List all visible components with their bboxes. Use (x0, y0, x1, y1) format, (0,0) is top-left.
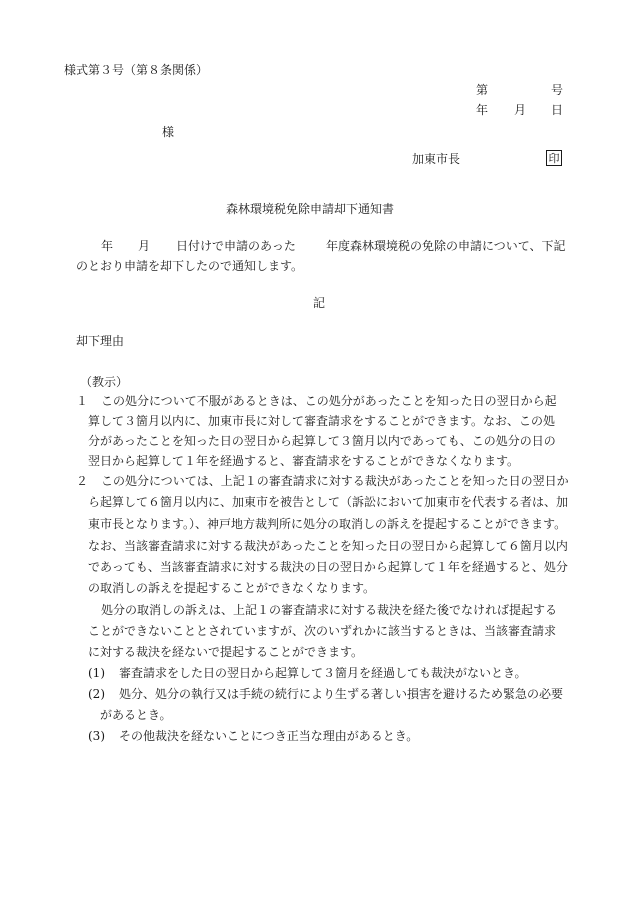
intro-month: 月 (138, 239, 151, 253)
number-suffix: 号 (551, 83, 564, 97)
subitem-3-line: その他裁決を経ないことにつき正当な理由があるとき。 (119, 729, 419, 743)
date-year: 年 (476, 103, 489, 117)
item-2-para2-line: 処分の取消しの訴えは、上記１の審査請求に対する裁決を経た後でなければ提起する (101, 603, 558, 617)
item-2-para2-line: ことができないこととされていますが、次のいずれかに該当するときは、当該審査請求 (88, 624, 557, 638)
item-2-line: であっても、当該審査請求に対する裁決の日の翌日から起算して１年を経過すると、処分 (88, 560, 568, 574)
intro-year: 年 (101, 239, 114, 253)
item-2-line: この処分については、上記１の審査請求に対する裁決があったことを知った日の翌日か (101, 474, 569, 488)
addressee-suffix: 様 (162, 125, 175, 139)
item-2-line: 東市長となります。）、神戸地方裁判所に処分の取消しの訴えを提起することができます。 (88, 517, 567, 531)
ki-heading: 記 (313, 296, 326, 310)
subitem-1-line: 審査請求をした日の翌日から起算して３箇月を経過しても裁決がないとき。 (119, 666, 527, 680)
intro-line-2: のとおり申請を却下したので通知します。 (76, 259, 304, 273)
item-2-line: なお、当該審査請求に対する裁決があったことを知った日の翌日から起算して６箇月以内 (88, 539, 568, 553)
item-1-number: １ (76, 394, 89, 408)
issuer: 加東市長 (412, 152, 461, 166)
item-2-number: ２ (76, 474, 89, 488)
intro-day-text: 日付けで申請のあった (176, 239, 296, 253)
subitem-2-number: (2) (88, 687, 105, 701)
reason-heading: 却下理由 (76, 334, 125, 348)
date-month: 月 (514, 103, 527, 117)
item-2-para2-line: に対する裁決を経ないで提起することができます。 (88, 645, 364, 659)
intro-fiscal-text: 年度森林環境税の免除の申請について、下記 (326, 239, 566, 253)
number-prefix: 第 (476, 83, 489, 97)
item-1-line: 翌日から起算して１年を経過すると、審査請求をすることができなくなります。 (88, 454, 520, 468)
notice-heading: （教示） (80, 375, 129, 389)
date-day: 日 (551, 103, 564, 117)
subitem-1-number: (1) (88, 666, 105, 680)
item-1-line: 算して３箇月以内に、加東市長に対して審査請求をすることができます。なお、この処 (88, 414, 556, 428)
seal-mark: 印 (546, 150, 562, 166)
subitem-2-line: 処分、処分の執行又は手続の続行により生ずる著しい損害を避けるため緊急の必要 (119, 687, 564, 701)
form-label: 様式第３号（第８条関係） (64, 63, 209, 77)
item-1-line: 分があったことを知った日の翌日から起算して３箇月以内であっても、この処分の日の (88, 434, 556, 448)
subitem-2-line: があるとき。 (100, 708, 172, 722)
document-title: 森林環境税免除申請却下通知書 (226, 202, 395, 216)
subitem-3-number: (3) (88, 729, 105, 743)
item-2-line: の取消しの訴えを提起することができなくなります。 (88, 581, 376, 595)
item-2-line: ら起算して６箇月以内に、加東市を被告として（訴訟において加東市を代表する者は、加 (88, 495, 569, 509)
item-1-line: この処分について不服があるときは、この処分があったことを知った日の翌日から起 (101, 394, 557, 408)
